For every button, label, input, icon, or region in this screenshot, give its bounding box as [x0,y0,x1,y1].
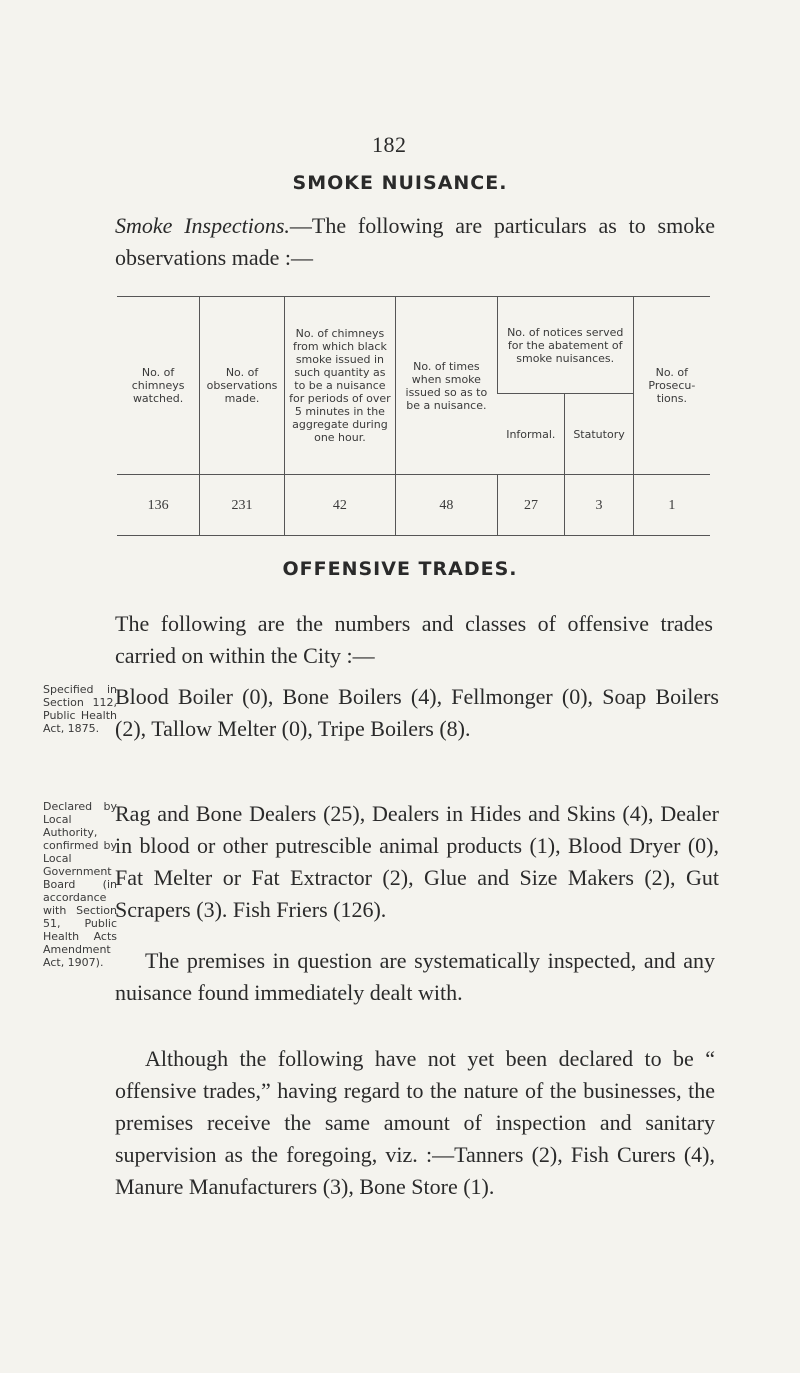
page-number: 182 [372,132,407,157]
col-chimneys-watched: No. of chimneys watched. [117,297,200,475]
specified-trades-list: Blood Boiler (0), Bone Boilers (4), Fellmonger (0), Soap Boilers (2), Tallow Melter (0), Tripe Boilers (8). [115,684,719,741]
val-prosecutions: 1 [633,475,710,536]
col-informal: Informal. [497,394,565,475]
val-times-nuisance: 48 [396,475,498,536]
declared-trades-list: Rag and Bone Dealers (25), Dealers in Hides and Skins (4), Dealer in blood or other putrescible animal products (1), Blood Dryer (0), Fat Melter or Fat Extractor (2), Glue and Size Makers (2), Gut Scrapers (3). Fish Friers (126). [115,801,719,922]
smoke-intro [115,210,715,274]
although-paragraph: Although the following have not yet been declared to be “ offensive trades,” having regard to the nature of the businesses, the premises receive the same amount of inspection and sanitary supervision as the foregoing, viz. :—Tanners (2), Fish Curers (4), Manure Manufacturers (3), Bone Store (1). [115,1046,715,1199]
smoke-table [117,296,710,536]
specified-side-note: Specified in Section 112, Public Health Act, 1875. [43,683,117,735]
val-observations: 231 [200,475,285,536]
col-prosecutions: No. of Prosecu-tions. [633,297,710,475]
val-statutory: 3 [565,475,633,536]
val-informal: 27 [497,475,565,536]
val-black-smoke-chimneys: 42 [284,475,395,536]
smoke-intro-title: Smoke Inspections. [115,213,290,238]
premises-paragraph: The premises in question are systematically inspected, and any nuisance found immediately dealt with. [115,948,715,1005]
col-observations: No. of observations made. [200,297,285,475]
col-notices-served: No. of notices served for the abatement of smoke nuisances. [497,297,633,394]
declared-side-note: Declared by Local Authority, confirmed by Local Government Board (in accordance with Section 51, Public Health Acts Amendment Act, 1907). [43,800,117,969]
col-times-nuisance: No. of times when smoke issued so as to be a nuisance. [396,297,498,475]
col-black-smoke-chimneys: No. of chimneys from which black smoke issued in such quantity as to be a nuisance for periods of over 5 minutes in the aggregate during one hour. [284,297,395,475]
smoke-intro-text: —The following are particulars as to smoke observations made :— [115,213,715,270]
offensive-intro: The following are the numbers and classes of offensive trades carried on within the City :— [115,611,713,668]
val-chimneys-watched: 136 [117,475,200,536]
offensive-trades-heading: OFFENSIVE TRADES. [282,558,518,580]
col-statutory: Statutory [565,394,633,475]
smoke-nuisance-heading: SMOKE NUISANCE. [292,172,508,194]
